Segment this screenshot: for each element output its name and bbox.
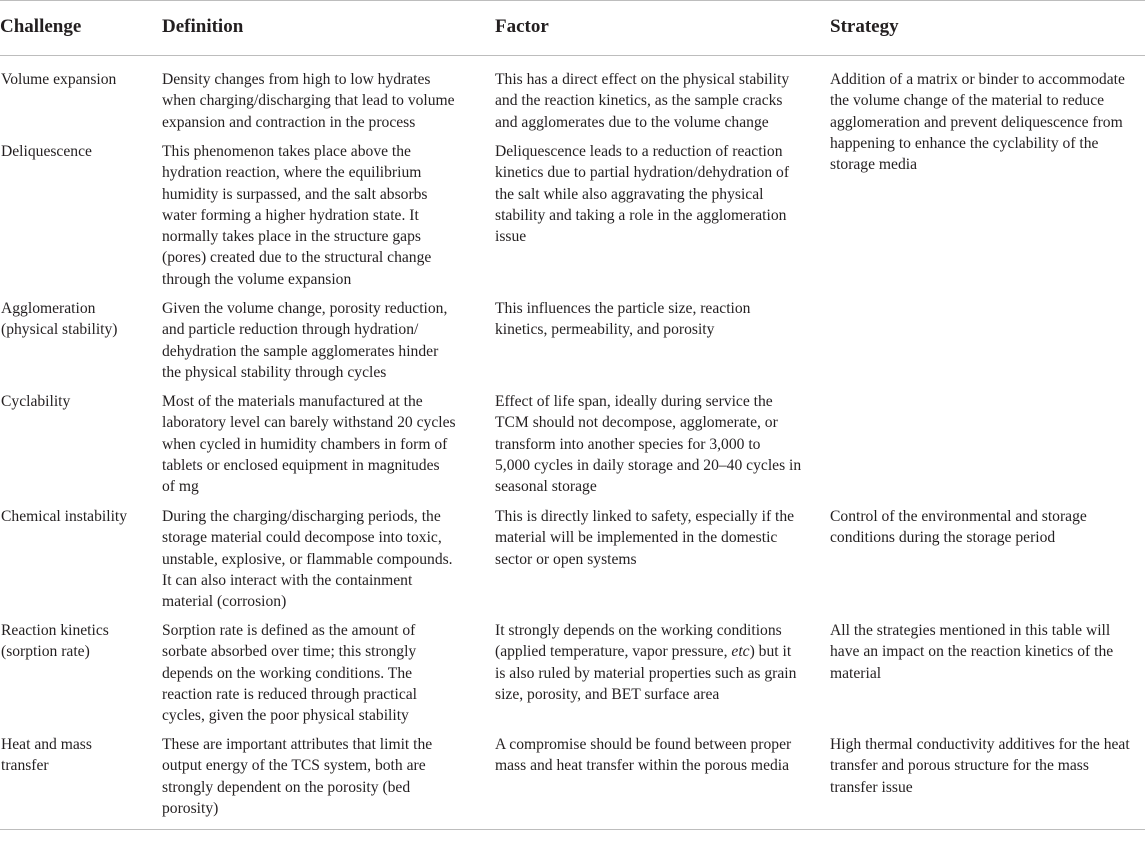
table-body (0, 56, 1145, 829)
table-row (0, 620, 1145, 734)
cell-strategy (830, 298, 1145, 391)
cell-factor: Deliquescence leads to a reduction of reaction kinetics due to partial hydration/dehydration of the salt while also aggravating the physical stability and taking a role in the agglomeration issue (495, 143, 790, 246)
cell-definition: Given the volume change, porosity reduction, and particle reduction through hydration/ dehydration the sample agglomerates hinder the physical stability through cycles (162, 300, 448, 381)
header-challenge: Challenge (0, 16, 82, 37)
cell-definition: During the charging/discharging periods, the storage material could decompose into toxic, unstable, explosive, or flammable compounds. It can also interact with the containment material (corrosion) (162, 508, 453, 611)
factor-text-end: ) but it is also ruled by material properties such as grain size, porosity, and BET surface area (495, 643, 797, 703)
table-header-row (0, 1, 1145, 56)
cell-challenge: Cyclability (1, 393, 71, 410)
cell-factor: This has a direct effect on the physical stability and the reaction kinetics, as the sample cracks and agglomerates due to the volume change (495, 71, 790, 131)
table-row (0, 298, 1145, 391)
cell-strategy (830, 391, 1145, 506)
table-row (0, 734, 1145, 829)
cell-definition: This phenomenon takes place above the hydration reaction, where the equilibrium humidity is surpassed, and the salt absorbs water forming a higher hydration state. It normally takes place in the structure gaps (pores) created due to the structural change through the volume expansion (162, 143, 432, 288)
factor-text-start: It strongly depends on the working conditions (applied temperature, vapor pressure, (495, 622, 782, 661)
header-definition: Definition (162, 16, 244, 37)
cell-definition: Most of the materials manufactured at the laboratory level can barely withstand 20 cycles when cycled in humidity chambers in form of tablets or enclosed equipment in magnitudes of mg (162, 393, 456, 496)
cell-challenge: Volume expansion (1, 71, 117, 88)
factor-text-italic: etc (731, 643, 750, 661)
cell-definition: These are important attributes that limit the output energy of the TCS system, both are strongly dependent on the porosity (bed porosity) (162, 736, 433, 817)
cell-factor (495, 620, 830, 734)
cell-definition: Sorption rate is defined as the amount of sorbate absorbed over time; this strongly depends on the working conditions. The reaction rate is reduced through practical cycles, given the poor physical stability (162, 622, 418, 725)
cell-strategy: High thermal conductivity additives for the heat transfer and porous structure for the mass transfer issue (830, 736, 1130, 796)
cell-challenge: Chemical instability (1, 508, 128, 525)
cell-strategy: All the strategies mentioned in this table will have an impact on the reaction kinetics of the material (830, 622, 1114, 682)
cell-factor: This influences the particle size, reaction kinetics, permeability, and porosity (495, 300, 751, 339)
cell-challenge: Deliquescence (1, 143, 92, 160)
cell-challenge: Reaction kinetics (sorption rate) (1, 622, 109, 661)
cell-definition: Density changes from high to low hydrates when charging/discharging that lead to volume expansion and contraction in the process (162, 71, 455, 131)
cell-challenge: Agglomeration (physical stability) (1, 300, 118, 339)
cell-factor: This is directly linked to safety, especially if the material will be implemented in the domestic sector or open systems (495, 508, 795, 568)
table-row (0, 391, 1145, 506)
header-strategy: Strategy (830, 16, 899, 37)
table-row (0, 69, 1145, 174)
table-row (0, 141, 1145, 298)
header-factor: Factor (495, 16, 549, 37)
cell-strategy (830, 141, 1145, 298)
cell-strategy: Addition of a matrix or binder to accommodate the volume change of the material to reduce agglomeration and prevent deliquescence from happening to enhance the cyclability of the storage media (830, 71, 1125, 174)
cell-factor: Effect of life span, ideally during service the TCM should not decompose, agglomerate, or transform into another species for 3,000 to 5,000 cycles in daily storage and 20–40 cycles in seasonal storage (495, 393, 802, 496)
cell-challenge: Heat and mass transfer (1, 736, 92, 775)
cell-factor: A compromise should be found between proper mass and heat transfer within the porous media (495, 736, 792, 775)
cell-strategy: Control of the environmental and storage conditions during the storage period (830, 508, 1087, 547)
table-row (0, 506, 1145, 620)
